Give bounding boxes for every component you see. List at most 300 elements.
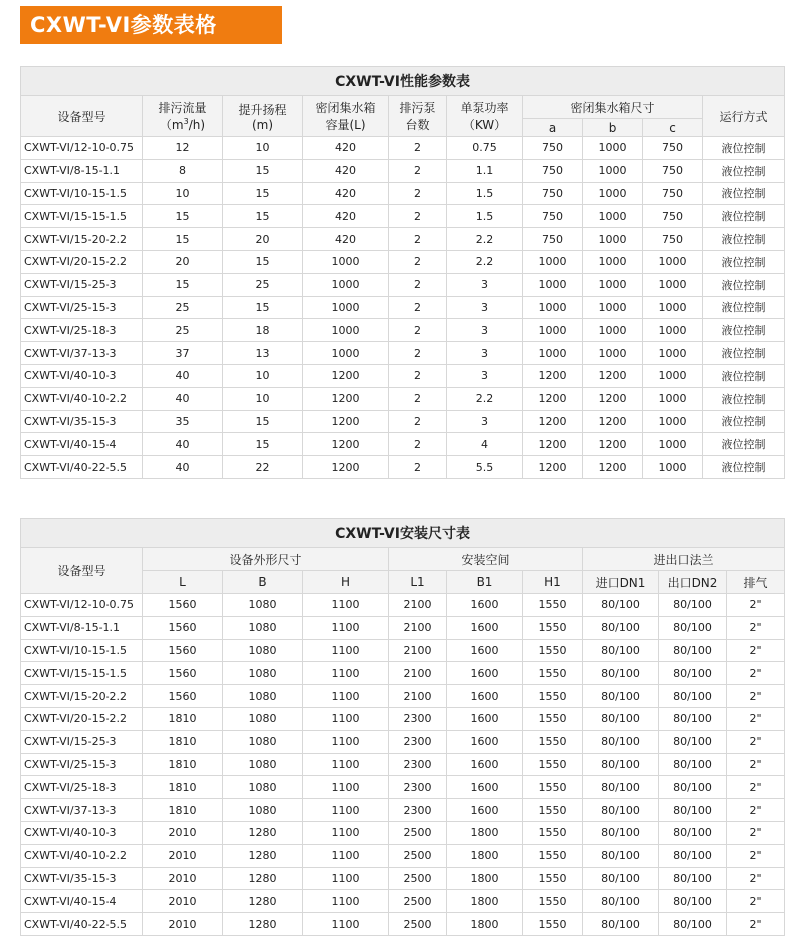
value-cell: 15 [223, 296, 303, 319]
table-row [21, 159, 785, 182]
value-cell: 1080 [223, 753, 303, 776]
value-cell: 液位控制 [703, 182, 785, 205]
value-cell: 80/100 [583, 867, 659, 890]
value-cell: 1550 [523, 821, 583, 844]
value-cell: 1600 [447, 662, 523, 685]
value-cell: 40 [143, 456, 223, 479]
model-cell: CXWT-VI/20-15-2.2 [21, 707, 143, 730]
model-cell: CXWT-VI/10-15-1.5 [21, 182, 143, 205]
value-cell: 1100 [303, 594, 389, 617]
value-cell: 1280 [223, 844, 303, 867]
value-cell: 1100 [303, 776, 389, 799]
value-cell: 1560 [143, 685, 223, 708]
value-cell: 3 [447, 364, 523, 387]
value-cell: 1280 [223, 867, 303, 890]
value-cell: 1200 [303, 433, 389, 456]
value-cell: 750 [523, 137, 583, 160]
model-cell: CXWT-VI/15-25-3 [21, 730, 143, 753]
value-cell: 液位控制 [703, 159, 785, 182]
value-cell: 2300 [389, 776, 447, 799]
value-cell: 80/100 [583, 776, 659, 799]
value-cell: 80/100 [659, 776, 727, 799]
value-cell: 1000 [583, 137, 643, 160]
value-cell: 80/100 [659, 662, 727, 685]
value-cell: 2" [727, 776, 785, 799]
value-cell: 1600 [447, 753, 523, 776]
value-cell: 1000 [583, 273, 643, 296]
value-cell: 1000 [643, 250, 703, 273]
model-cell: CXWT-VI/25-18-3 [21, 319, 143, 342]
header-lift: 提升扬程 (m) [223, 96, 303, 137]
value-cell: 750 [643, 182, 703, 205]
table-row [21, 844, 785, 867]
value-cell: 3 [447, 273, 523, 296]
value-cell: 80/100 [583, 753, 659, 776]
table-row [21, 753, 785, 776]
value-cell: 1000 [583, 182, 643, 205]
value-cell: 80/100 [583, 639, 659, 662]
table-row [21, 205, 785, 228]
value-cell: 1800 [447, 821, 523, 844]
value-cell: 750 [643, 205, 703, 228]
model-cell: CXWT-VI/40-15-4 [21, 890, 143, 913]
value-cell: 2 [389, 228, 447, 251]
table-row [21, 662, 785, 685]
value-cell: 80/100 [583, 913, 659, 936]
value-cell: 1600 [447, 616, 523, 639]
value-cell: 2010 [143, 844, 223, 867]
value-cell: 1000 [643, 296, 703, 319]
value-cell: 2100 [389, 685, 447, 708]
table-row [21, 273, 785, 296]
value-cell: 1000 [583, 342, 643, 365]
value-cell: 液位控制 [703, 410, 785, 433]
value-cell: 1200 [583, 387, 643, 410]
value-cell: 2" [727, 867, 785, 890]
value-cell: 2 [389, 137, 447, 160]
value-cell: 1.1 [447, 159, 523, 182]
value-cell: 80/100 [583, 662, 659, 685]
model-cell: CXWT-VI/25-15-3 [21, 296, 143, 319]
model-cell: CXWT-VI/20-15-2.2 [21, 250, 143, 273]
header-c: c [643, 119, 703, 137]
value-cell: 1000 [643, 319, 703, 342]
value-cell: 2 [389, 296, 447, 319]
installation-table-title: CXWT-VI安装尺寸表 [21, 519, 785, 548]
value-cell: 2500 [389, 844, 447, 867]
model-cell: CXWT-VI/12-10-0.75 [21, 594, 143, 617]
value-cell: 2" [727, 913, 785, 936]
value-cell: 420 [303, 205, 389, 228]
table-row [21, 296, 785, 319]
value-cell: 18 [223, 319, 303, 342]
value-cell: 2" [727, 639, 785, 662]
value-cell: 4 [447, 433, 523, 456]
value-cell: 1810 [143, 753, 223, 776]
header-volume: 密闭集水箱 容量(L) [303, 96, 389, 137]
value-cell: 1000 [583, 250, 643, 273]
value-cell: 1200 [523, 410, 583, 433]
value-cell: 5.5 [447, 456, 523, 479]
value-cell: 1200 [303, 410, 389, 433]
value-cell: 25 [143, 296, 223, 319]
value-cell: 15 [223, 159, 303, 182]
value-cell: 2 [389, 433, 447, 456]
value-cell: 2 [389, 342, 447, 365]
value-cell: 1550 [523, 867, 583, 890]
value-cell: 10 [223, 137, 303, 160]
table-row [21, 799, 785, 822]
header-L: L [143, 571, 223, 594]
header-tank-size: 密闭集水箱尺寸 [523, 96, 703, 119]
value-cell: 1080 [223, 707, 303, 730]
value-cell: 10 [223, 387, 303, 410]
value-cell: 1000 [583, 205, 643, 228]
value-cell: 1550 [523, 594, 583, 617]
table-row [21, 433, 785, 456]
model-cell: CXWT-VI/15-20-2.2 [21, 685, 143, 708]
value-cell: 液位控制 [703, 319, 785, 342]
value-cell: 420 [303, 137, 389, 160]
value-cell: 80/100 [659, 616, 727, 639]
value-cell: 2010 [143, 867, 223, 890]
value-cell: 1200 [583, 410, 643, 433]
value-cell: 80/100 [583, 707, 659, 730]
value-cell: 2" [727, 616, 785, 639]
value-cell: 1080 [223, 776, 303, 799]
value-cell: 20 [223, 228, 303, 251]
value-cell: 1.5 [447, 182, 523, 205]
value-cell: 1000 [303, 273, 389, 296]
table-row [21, 228, 785, 251]
value-cell: 15 [223, 250, 303, 273]
model-cell: CXWT-VI/40-10-3 [21, 364, 143, 387]
value-cell: 1000 [523, 250, 583, 273]
header-mode: 运行方式 [703, 96, 785, 137]
value-cell: 液位控制 [703, 387, 785, 410]
table-row [21, 730, 785, 753]
value-cell: 1600 [447, 594, 523, 617]
value-cell: 2" [727, 753, 785, 776]
value-cell: 1080 [223, 730, 303, 753]
page-banner-title: CXWT-VI参数表格 [20, 6, 282, 44]
value-cell: 750 [643, 159, 703, 182]
value-cell: 1200 [303, 364, 389, 387]
value-cell: 液位控制 [703, 296, 785, 319]
value-cell: 1200 [583, 456, 643, 479]
value-cell: 1550 [523, 616, 583, 639]
value-cell: 1200 [523, 387, 583, 410]
value-cell: 液位控制 [703, 137, 785, 160]
header-b: b [583, 119, 643, 137]
value-cell: 15 [143, 273, 223, 296]
header-H: H [303, 571, 389, 594]
value-cell: 1100 [303, 821, 389, 844]
table-row [21, 776, 785, 799]
table-row [21, 319, 785, 342]
table-row [21, 137, 785, 160]
value-cell: 3 [447, 319, 523, 342]
value-cell: 2.2 [447, 387, 523, 410]
model-cell: CXWT-VI/37-13-3 [21, 342, 143, 365]
value-cell: 1100 [303, 913, 389, 936]
value-cell: 80/100 [659, 594, 727, 617]
value-cell: 液位控制 [703, 433, 785, 456]
value-cell: 1560 [143, 662, 223, 685]
value-cell: 1100 [303, 844, 389, 867]
value-cell: 2010 [143, 890, 223, 913]
value-cell: 2" [727, 685, 785, 708]
value-cell: 2 [389, 205, 447, 228]
value-cell: 40 [143, 433, 223, 456]
value-cell: 1000 [523, 273, 583, 296]
value-cell: 2100 [389, 594, 447, 617]
value-cell: 1560 [143, 594, 223, 617]
value-cell: 1100 [303, 890, 389, 913]
table-row [21, 890, 785, 913]
model-cell: CXWT-VI/10-15-1.5 [21, 639, 143, 662]
value-cell: 1550 [523, 730, 583, 753]
value-cell: 37 [143, 342, 223, 365]
header-inlet: 进口DN1 [583, 571, 659, 594]
header-flow: 排污流量 $(m^3/h)$ [143, 96, 223, 137]
value-cell: 2" [727, 890, 785, 913]
value-cell: 1000 [643, 433, 703, 456]
value-cell: 40 [143, 387, 223, 410]
value-cell: 80/100 [583, 890, 659, 913]
value-cell: 液位控制 [703, 250, 785, 273]
value-cell: 1000 [523, 319, 583, 342]
header-model: 设备型号 [21, 96, 143, 137]
header-vent: 排气 [727, 571, 785, 594]
value-cell: 1000 [523, 296, 583, 319]
value-cell: 1600 [447, 730, 523, 753]
value-cell: 80/100 [583, 844, 659, 867]
value-cell: 80/100 [659, 867, 727, 890]
value-cell: 液位控制 [703, 205, 785, 228]
model-cell: CXWT-VI/37-13-3 [21, 799, 143, 822]
value-cell: 1000 [643, 410, 703, 433]
value-cell: 750 [523, 159, 583, 182]
value-cell: 750 [523, 205, 583, 228]
header-outline: 设备外形尺寸 [143, 548, 389, 571]
value-cell: 1600 [447, 799, 523, 822]
value-cell: 1000 [303, 296, 389, 319]
value-cell: 80/100 [659, 844, 727, 867]
value-cell: 20 [143, 250, 223, 273]
value-cell: 1080 [223, 639, 303, 662]
value-cell: 1280 [223, 913, 303, 936]
value-cell: 2100 [389, 662, 447, 685]
value-cell: 2 [389, 182, 447, 205]
value-cell: 1080 [223, 594, 303, 617]
value-cell: 2.2 [447, 250, 523, 273]
value-cell: 液位控制 [703, 456, 785, 479]
table-row [21, 410, 785, 433]
value-cell: 1800 [447, 913, 523, 936]
table-row [21, 639, 785, 662]
value-cell: 1000 [643, 387, 703, 410]
value-cell: 12 [143, 137, 223, 160]
value-cell: 2" [727, 821, 785, 844]
model-cell: CXWT-VI/15-25-3 [21, 273, 143, 296]
value-cell: 1000 [643, 364, 703, 387]
value-cell: 750 [643, 228, 703, 251]
header-flange: 进出口法兰 [583, 548, 785, 571]
value-cell: 1080 [223, 662, 303, 685]
value-cell: 2500 [389, 821, 447, 844]
model-cell: CXWT-VI/40-10-2.2 [21, 844, 143, 867]
value-cell: 液位控制 [703, 364, 785, 387]
value-cell: 1280 [223, 890, 303, 913]
value-cell: 0.75 [447, 137, 523, 160]
table-row [21, 456, 785, 479]
value-cell: 液位控制 [703, 273, 785, 296]
value-cell: 2 [389, 456, 447, 479]
value-cell: 1200 [523, 364, 583, 387]
model-cell: CXWT-VI/35-15-3 [21, 867, 143, 890]
value-cell: 2500 [389, 867, 447, 890]
value-cell: 750 [643, 137, 703, 160]
value-cell: 2" [727, 662, 785, 685]
header-H1: H1 [523, 571, 583, 594]
value-cell: 15 [223, 433, 303, 456]
value-cell: 2" [727, 844, 785, 867]
model-cell: CXWT-VI/15-15-1.5 [21, 662, 143, 685]
value-cell: 1000 [523, 342, 583, 365]
value-cell: 80/100 [583, 594, 659, 617]
value-cell: 40 [143, 364, 223, 387]
value-cell: 1200 [523, 456, 583, 479]
value-cell: 25 [223, 273, 303, 296]
value-cell: 80/100 [659, 913, 727, 936]
value-cell: 1200 [583, 433, 643, 456]
value-cell: 80/100 [583, 685, 659, 708]
value-cell: 2 [389, 273, 447, 296]
value-cell: 1100 [303, 616, 389, 639]
value-cell: 2100 [389, 639, 447, 662]
value-cell: 1800 [447, 844, 523, 867]
value-cell: 80/100 [659, 639, 727, 662]
value-cell: 1550 [523, 799, 583, 822]
performance-table [20, 66, 785, 479]
header-outlet: 出口DN2 [659, 571, 727, 594]
model-cell: CXWT-VI/15-20-2.2 [21, 228, 143, 251]
value-cell: 420 [303, 159, 389, 182]
value-cell: 液位控制 [703, 342, 785, 365]
value-cell: 1000 [583, 319, 643, 342]
value-cell: 1.5 [447, 205, 523, 228]
value-cell: 1100 [303, 799, 389, 822]
header-power: 单泵功率 （KW） [447, 96, 523, 137]
value-cell: 1550 [523, 639, 583, 662]
value-cell: 2 [389, 319, 447, 342]
value-cell: 2500 [389, 913, 447, 936]
table-row [21, 707, 785, 730]
value-cell: 1200 [523, 433, 583, 456]
value-cell: 80/100 [583, 821, 659, 844]
value-cell: 2" [727, 730, 785, 753]
value-cell: 3 [447, 296, 523, 319]
value-cell: 80/100 [659, 730, 727, 753]
value-cell: 1800 [447, 890, 523, 913]
value-cell: 2300 [389, 730, 447, 753]
value-cell: 80/100 [583, 616, 659, 639]
value-cell: 2 [389, 387, 447, 410]
value-cell: 2300 [389, 707, 447, 730]
value-cell: 1550 [523, 913, 583, 936]
value-cell: 1560 [143, 616, 223, 639]
model-cell: CXWT-VI/8-15-1.1 [21, 616, 143, 639]
header-B1: B1 [447, 571, 523, 594]
value-cell: 1810 [143, 707, 223, 730]
value-cell: 1100 [303, 753, 389, 776]
value-cell: 1550 [523, 890, 583, 913]
value-cell: 1000 [643, 273, 703, 296]
value-cell: 液位控制 [703, 228, 785, 251]
table-row [21, 821, 785, 844]
value-cell: 1080 [223, 616, 303, 639]
value-cell: 750 [523, 228, 583, 251]
value-cell: 25 [143, 319, 223, 342]
value-cell: 10 [223, 364, 303, 387]
table-row [21, 685, 785, 708]
value-cell: 420 [303, 228, 389, 251]
value-cell: 2010 [143, 913, 223, 936]
value-cell: 1550 [523, 776, 583, 799]
model-cell: CXWT-VI/15-15-1.5 [21, 205, 143, 228]
model-cell: CXWT-VI/40-10-3 [21, 821, 143, 844]
value-cell: 80/100 [659, 890, 727, 913]
model-cell: CXWT-VI/25-15-3 [21, 753, 143, 776]
value-cell: 1100 [303, 662, 389, 685]
value-cell: 1080 [223, 799, 303, 822]
value-cell: 80/100 [659, 707, 727, 730]
value-cell: 1810 [143, 776, 223, 799]
value-cell: 1280 [223, 821, 303, 844]
value-cell: 1000 [583, 296, 643, 319]
value-cell: 1550 [523, 707, 583, 730]
model-cell: CXWT-VI/35-15-3 [21, 410, 143, 433]
value-cell: 1000 [303, 342, 389, 365]
value-cell: 1550 [523, 753, 583, 776]
value-cell: 80/100 [659, 753, 727, 776]
value-cell: 1600 [447, 776, 523, 799]
header-a: a [523, 119, 583, 137]
table-row [21, 342, 785, 365]
value-cell: 1100 [303, 685, 389, 708]
value-cell: 2" [727, 707, 785, 730]
value-cell: 2" [727, 799, 785, 822]
value-cell: 2300 [389, 799, 447, 822]
table-row [21, 594, 785, 617]
value-cell: 15 [223, 182, 303, 205]
value-cell: 1080 [223, 685, 303, 708]
header-pumps: 排污泵 台数 [389, 96, 447, 137]
value-cell: 80/100 [659, 821, 727, 844]
model-cell: CXWT-VI/12-10-0.75 [21, 137, 143, 160]
value-cell: 420 [303, 182, 389, 205]
value-cell: 80/100 [659, 799, 727, 822]
value-cell: 1100 [303, 867, 389, 890]
value-cell: 1200 [303, 387, 389, 410]
value-cell: 3 [447, 410, 523, 433]
value-cell: 15 [143, 205, 223, 228]
model-cell: CXWT-VI/40-22-5.5 [21, 456, 143, 479]
value-cell: 1550 [523, 844, 583, 867]
value-cell: 1000 [583, 228, 643, 251]
performance-table-title: CXWT-VI性能参数表 [21, 67, 785, 96]
